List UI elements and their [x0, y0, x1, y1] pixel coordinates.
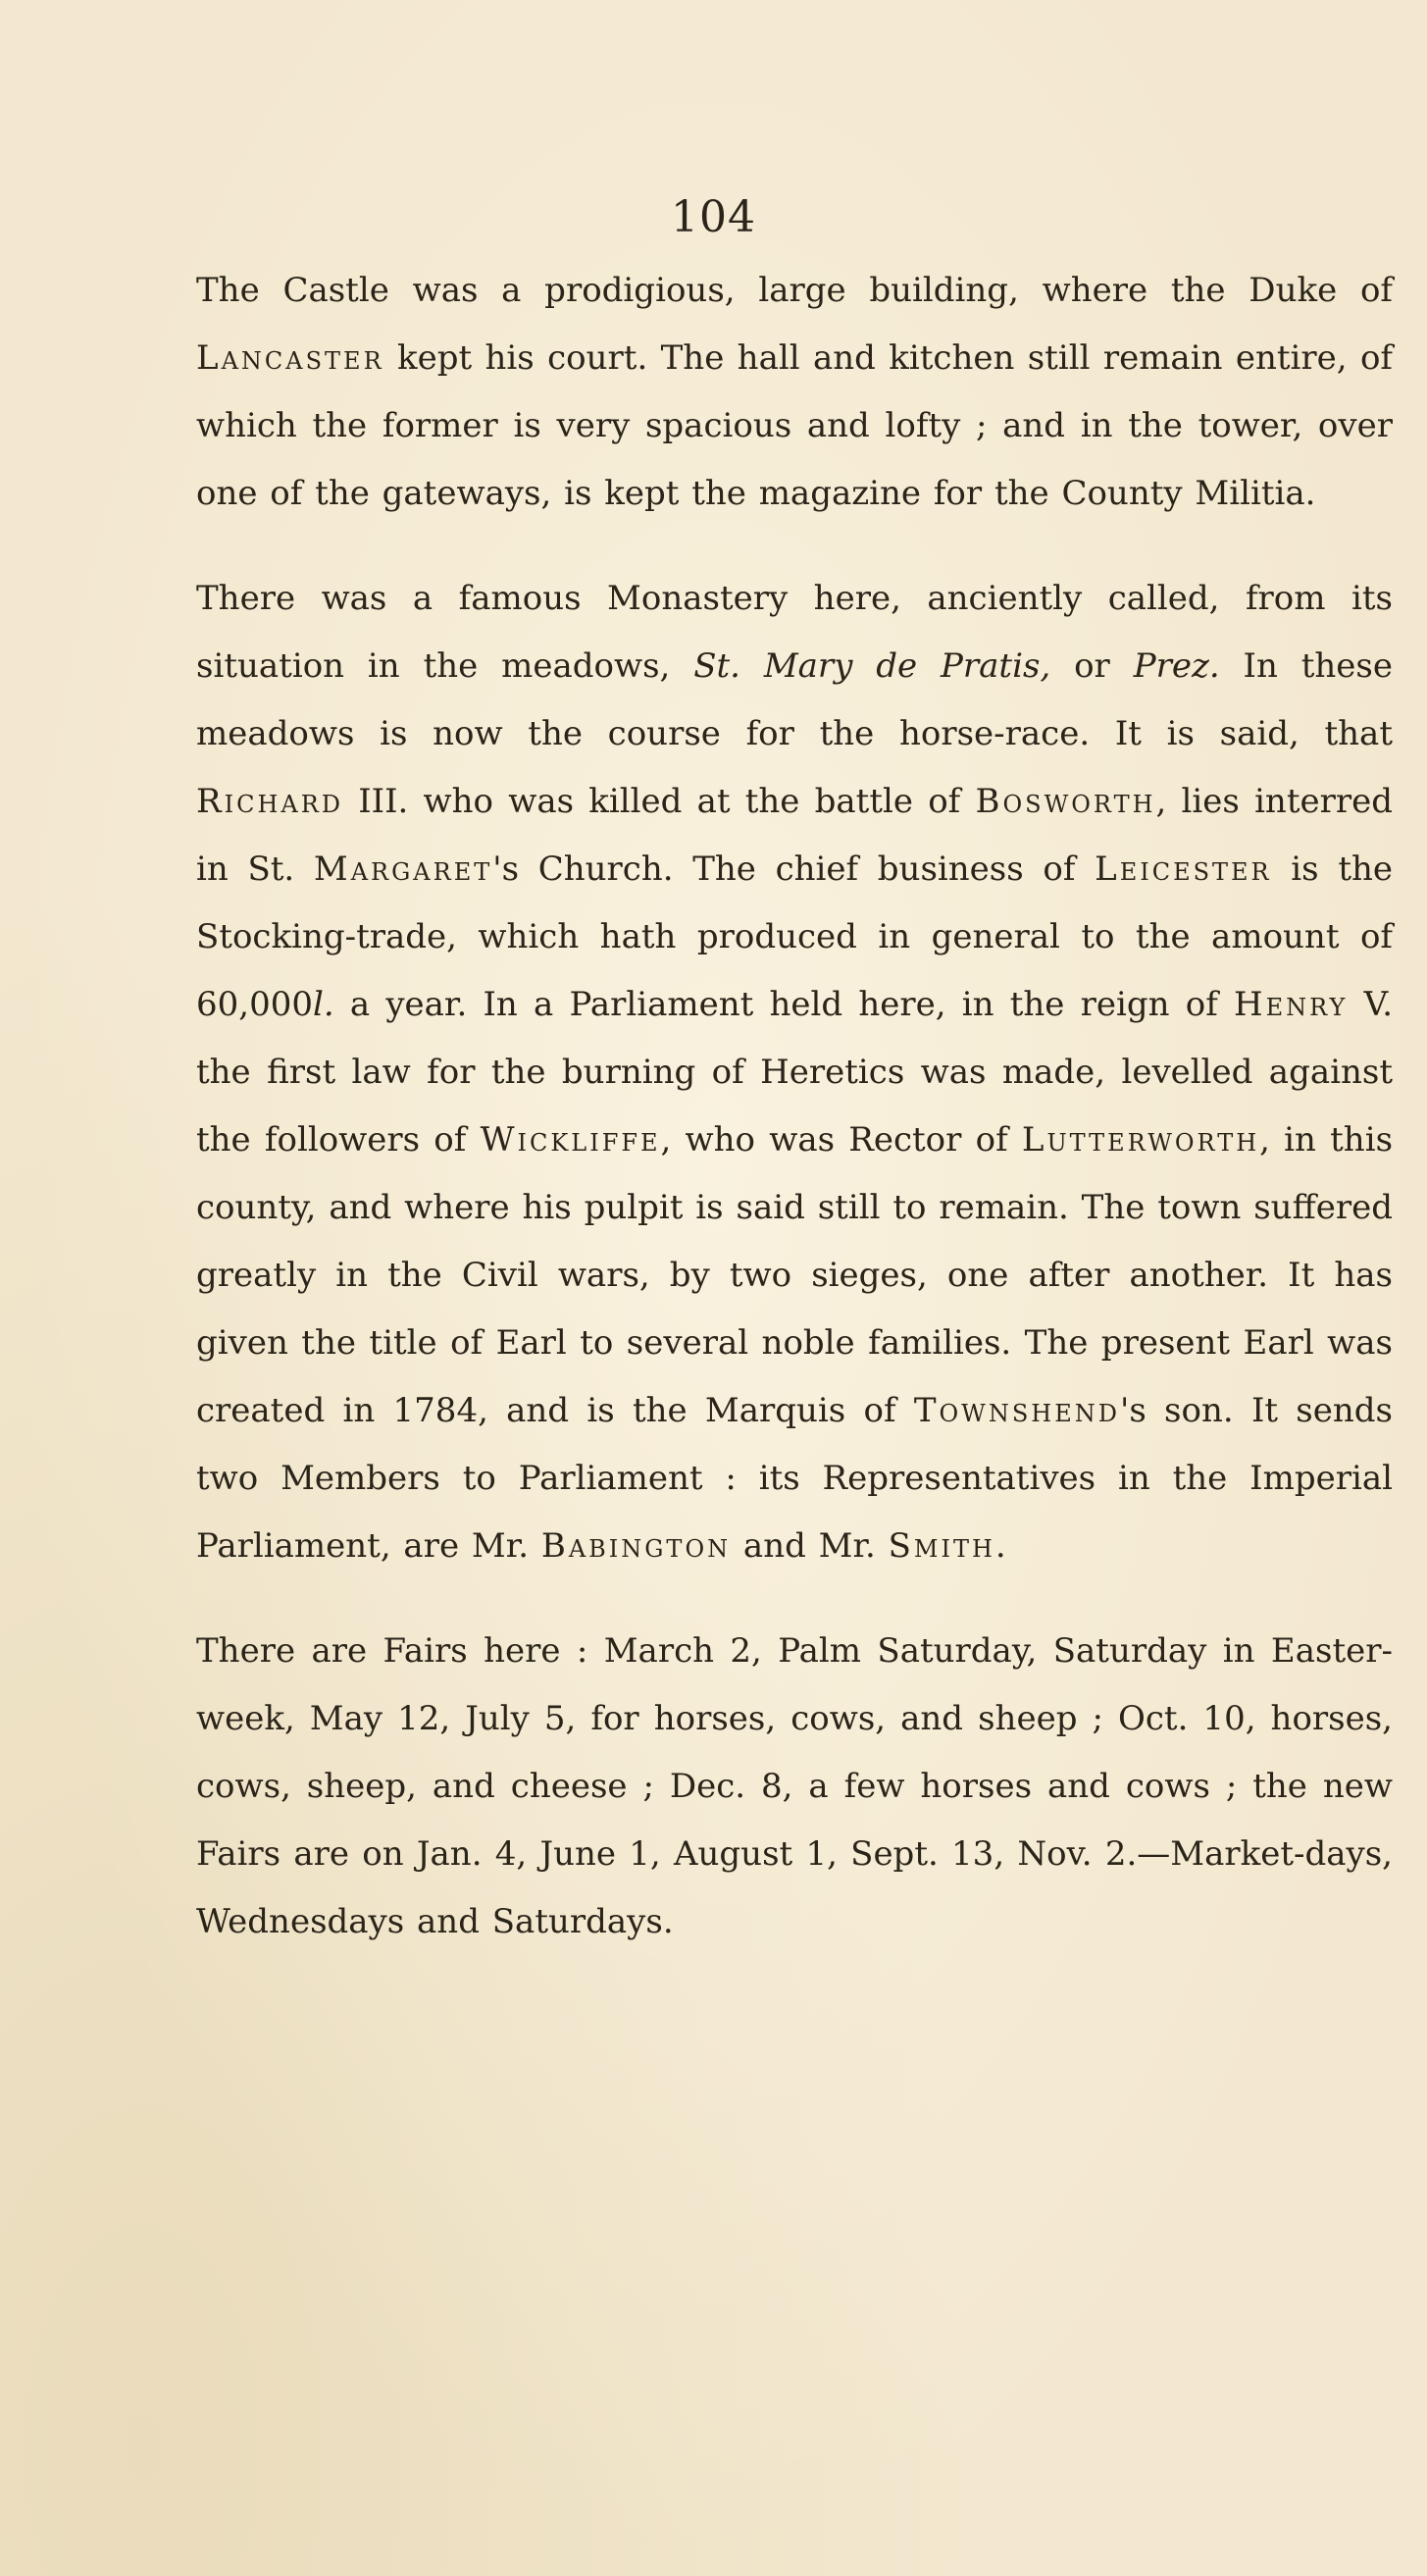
text-segment: There are Fairs here : March 2, Palm Saturday, Saturday in Easter-week, May 12, July 5, for horses, cows, and sheep ; Oct. 10, horses, cows, sheep, and cheese ; Dec. 8, a few horses and cows ; the new Fairs are on Jan. 4, June 1, August 1, Sept. 13, Nov. 2.—Market-days, Wednesdays and Saturdays. [196, 1631, 1393, 1941]
name-lutterworth: Lutterworth [1021, 1120, 1260, 1159]
text-segment: There was a famous Monastery here, anciently called, from its situation in the meadows, [196, 579, 1393, 686]
text-segment: 's son. It sends two Members to Parliament : its Representatives in the Imperial Parliament, are Mr. [196, 1391, 1393, 1566]
name-margaret: Margaret [313, 850, 493, 889]
text-segment: V. the first law for the burning of Heretics was made, levelled against the followers of [196, 985, 1393, 1159]
text-segment: , who was Rector of [660, 1120, 1022, 1159]
text-segment: or [1050, 646, 1134, 686]
text-segment: . [994, 1526, 1006, 1566]
page-number: 104 [671, 192, 756, 242]
text-segment: and Mr. [731, 1526, 889, 1566]
text-segment: is the Stocking-trade, which hath produced in general to the amount of 60,000 [196, 850, 1393, 1024]
text-segment: The Castle was a prodigious, large building, where the Duke of [196, 271, 1393, 310]
paragraph-castle [196, 257, 1393, 528]
text-segment: 's Church. The chief business of [492, 850, 1096, 889]
text-segment: a year. In a Parliament held here, in the reign of [333, 985, 1235, 1024]
text-segment: , lies interred in St. [196, 782, 1394, 889]
italic-st-mary-de-pratis: St. Mary de Pratis, [693, 646, 1051, 686]
name-wickliffe: Wickliffe [480, 1120, 661, 1159]
paragraph-fairs [196, 1618, 1393, 1956]
italic-prez: Prez. [1133, 646, 1220, 686]
text-segment: kept his court. The hall and kitchen still remain entire, of which the former is very spacious and lofty ; and in the tower, over one of the gateways, is kept the magazine for the County Militia. [196, 338, 1393, 513]
name-henry: Henry [1234, 985, 1349, 1024]
name-leicester: Leicester [1095, 850, 1272, 889]
name-babington: Babington [540, 1526, 732, 1566]
name-townshend: Townshend [913, 1391, 1120, 1430]
body-text [196, 257, 1393, 1993]
name-smith: Smith [888, 1526, 995, 1566]
text-segment: , in this county, and where his pulpit is said still to remain. The town suffered greatly in the Civil wars, by two sieges, one after another. It has given the title of Earl to several noble families. The present Earl was created in 1784, and is the Marquis of [196, 1120, 1394, 1430]
name-lancaster: Lancaster [196, 338, 384, 378]
text-segment: In these meadows is now the course for the horse-race. It is said, that [196, 646, 1393, 753]
name-bosworth: Bosworth [975, 782, 1156, 821]
text-segment: III. who was killed at the battle of [343, 782, 976, 821]
name-richard: Richard [196, 782, 344, 821]
italic-pounds: l. [312, 985, 334, 1024]
paragraph-monastery [196, 565, 1393, 1580]
